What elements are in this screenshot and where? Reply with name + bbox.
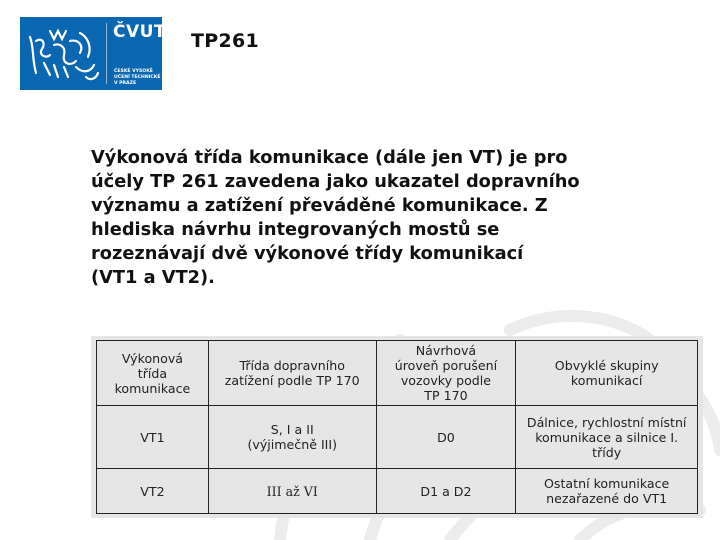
cvut-logo bbox=[20, 17, 167, 90]
body-paragraph bbox=[91, 146, 671, 290]
lion-emblem-icon bbox=[20, 17, 106, 90]
cell-line: VT2 bbox=[140, 483, 165, 499]
cell-line: TP 170 bbox=[424, 388, 468, 403]
logo-name: ČVUT bbox=[113, 22, 167, 42]
cell-line: Výkonová bbox=[121, 350, 184, 366]
cell-line: nezařazené do VT1 bbox=[546, 491, 668, 506]
header-cell bbox=[97, 341, 209, 406]
body-line: účely TP 261 zavedena jako ukazatel dopravního bbox=[91, 171, 580, 192]
cell-line: zatížení podle TP 170 bbox=[224, 373, 360, 388]
header-cell bbox=[208, 341, 376, 406]
table-cell bbox=[516, 406, 698, 469]
cell-line: vozovky podle bbox=[400, 373, 492, 388]
cell-line: III až VI bbox=[266, 483, 318, 499]
cell-line: třídy bbox=[592, 444, 622, 460]
table-cell bbox=[376, 469, 516, 514]
body-line: Výkonová třída komunikace (dále jen VT) je pro bbox=[91, 147, 568, 168]
cell-line: komunikací bbox=[570, 373, 643, 388]
cell-line: D0 bbox=[437, 429, 455, 445]
header-cell bbox=[376, 341, 516, 406]
cell-line: komunikace bbox=[114, 380, 191, 396]
header-cell bbox=[516, 341, 698, 406]
traffic-class-table-panel bbox=[91, 336, 703, 518]
cell-line: úroveň porušení bbox=[394, 358, 498, 373]
traffic-class-table bbox=[96, 340, 698, 514]
table-header-row bbox=[97, 341, 698, 406]
cell-line: (výjimečně III) bbox=[247, 437, 337, 452]
page-title: TP261 bbox=[191, 30, 260, 52]
table-cell bbox=[97, 406, 209, 469]
logo-divider bbox=[106, 23, 107, 84]
cell-line: Obvyklé skupiny bbox=[554, 358, 659, 373]
table-cell bbox=[516, 469, 698, 514]
logo-subtitle bbox=[114, 69, 162, 87]
cell-line: VT1 bbox=[140, 429, 165, 445]
cell-line: třída bbox=[137, 365, 168, 381]
table-cell bbox=[376, 406, 516, 469]
table-cell bbox=[208, 469, 376, 514]
table-cell bbox=[208, 406, 376, 469]
table-row bbox=[97, 469, 698, 514]
body-line: rozeznávají dvě výkonové třídy komunikací bbox=[91, 243, 524, 264]
cell-line: D1 a D2 bbox=[420, 483, 472, 499]
cell-line: Návrhová bbox=[415, 343, 477, 358]
body-line: hlediska návrhu integrovaných mostů se bbox=[91, 219, 500, 240]
table-cell bbox=[97, 469, 209, 514]
logo-subtitle-line: ČESKÉ VYSOKÉ bbox=[114, 69, 153, 74]
cell-line: S, I a II bbox=[270, 422, 314, 437]
cell-line: Ostatní komunikace bbox=[544, 476, 670, 491]
logo-subtitle-line: V PRAZE bbox=[114, 81, 137, 86]
logo-subtitle-line: UČENÍ TECHNICKÉ bbox=[114, 75, 161, 80]
body-line: (VT1 a VT2). bbox=[91, 267, 215, 288]
cell-line: komunikace a silnice I. bbox=[535, 429, 679, 445]
body-line: významu a zatížení převáděné komunikace. Z bbox=[91, 195, 548, 216]
cell-line: Třída dopravního bbox=[239, 358, 345, 373]
cell-line: Dálnice, rychlostní místní bbox=[526, 414, 687, 430]
table-row bbox=[97, 406, 698, 469]
